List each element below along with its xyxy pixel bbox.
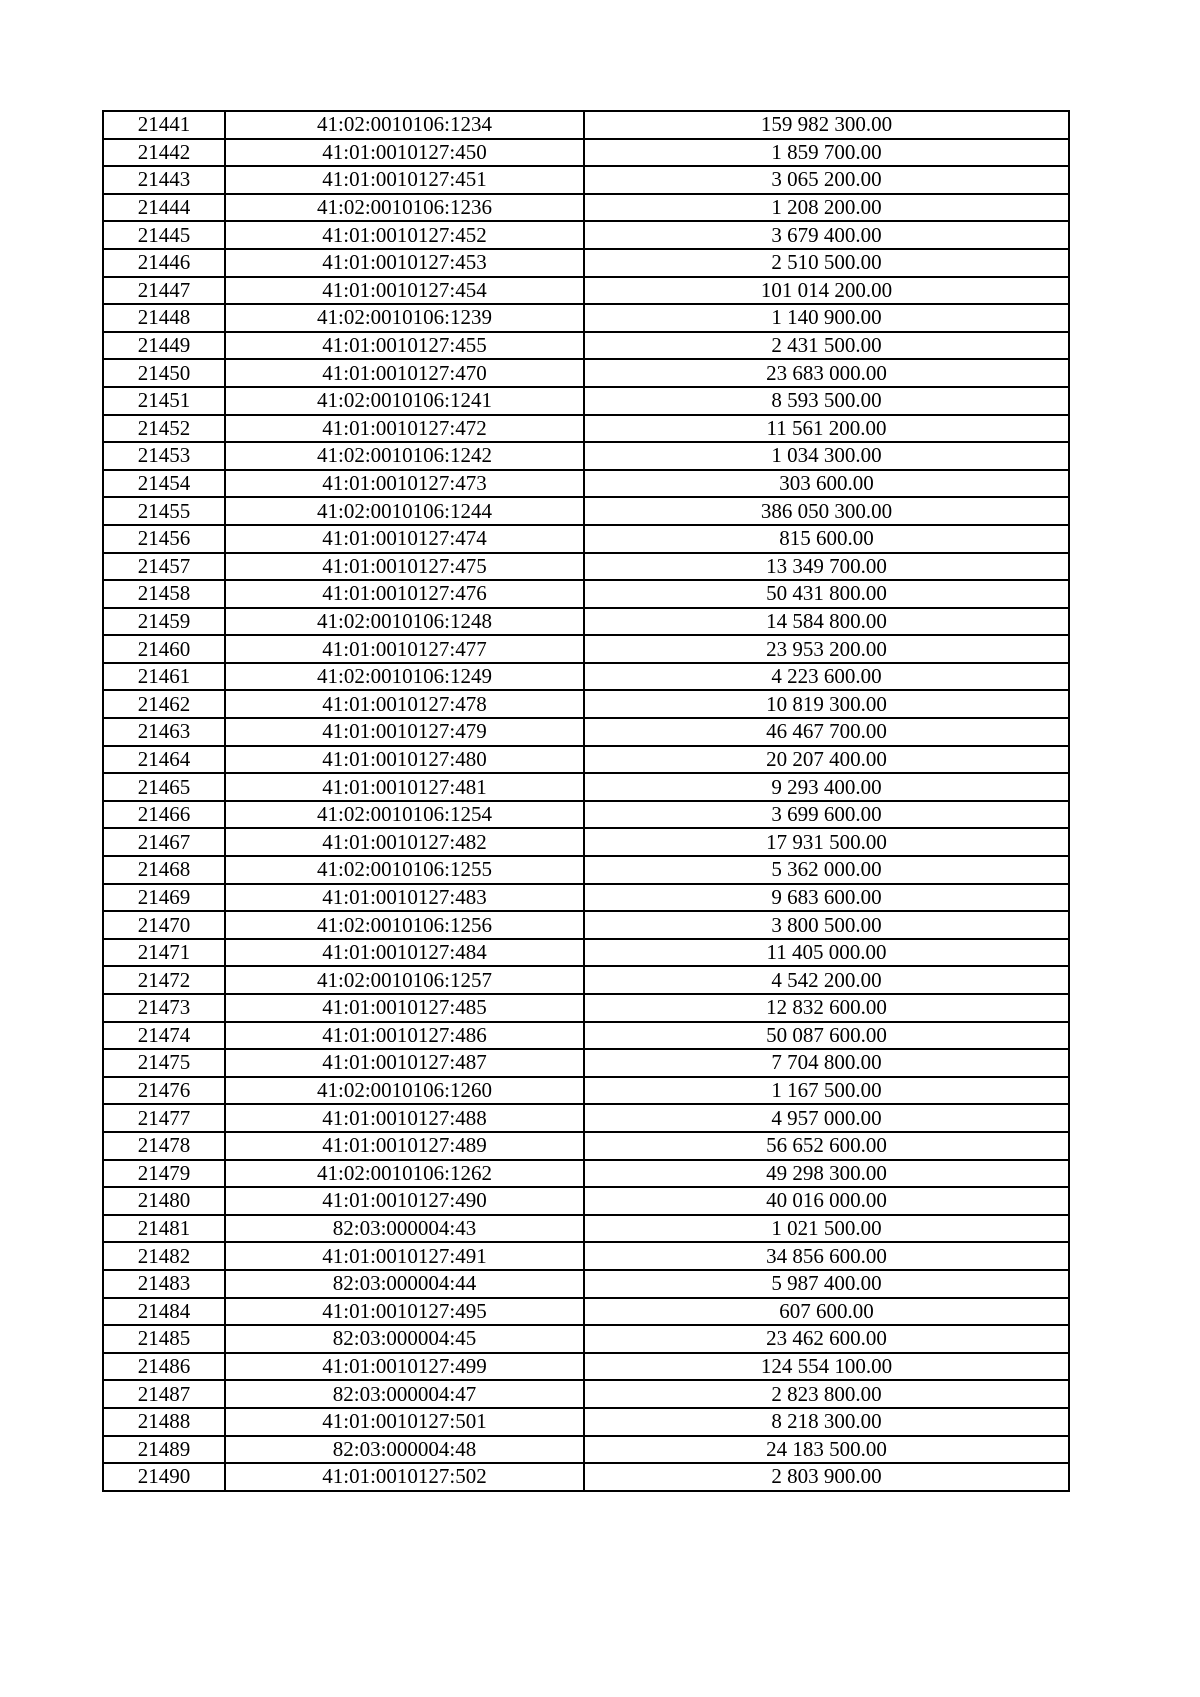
cadastral-number-cell: 41:02:0010106:1254 (225, 801, 584, 829)
cadastral-number-cell: 41:01:0010127:450 (225, 139, 584, 167)
table-body (103, 111, 1069, 1491)
cadastral-number-cell: 41:01:0010127:488 (225, 1104, 584, 1132)
cadastral-value-cell: 1 021 500.00 (584, 1215, 1069, 1243)
table-row (103, 497, 1069, 525)
cadastral-number-cell: 41:01:0010127:470 (225, 359, 584, 387)
row-number-cell: 21469 (103, 884, 225, 912)
row-number-cell: 21476 (103, 1077, 225, 1105)
table-row (103, 277, 1069, 305)
row-number-cell: 21472 (103, 966, 225, 994)
cadastral-value-cell: 13 349 700.00 (584, 553, 1069, 581)
table-row (103, 221, 1069, 249)
table-row (103, 746, 1069, 774)
cadastral-value-cell: 607 600.00 (584, 1298, 1069, 1326)
table-row (103, 1242, 1069, 1270)
row-number-cell: 21467 (103, 828, 225, 856)
table-row (103, 1049, 1069, 1077)
row-number-cell: 21465 (103, 773, 225, 801)
row-number-cell: 21451 (103, 387, 225, 415)
row-number-cell: 21485 (103, 1325, 225, 1353)
cadastral-value-cell: 9 683 600.00 (584, 884, 1069, 912)
cadastral-value-cell: 23 462 600.00 (584, 1325, 1069, 1353)
cadastral-value-cell: 11 405 000.00 (584, 939, 1069, 967)
row-number-cell: 21454 (103, 470, 225, 498)
row-number-cell: 21464 (103, 746, 225, 774)
cadastral-value-cell: 50 431 800.00 (584, 580, 1069, 608)
row-number-cell: 21473 (103, 994, 225, 1022)
cadastral-value-cell: 46 467 700.00 (584, 718, 1069, 746)
cadastral-value-cell: 3 699 600.00 (584, 801, 1069, 829)
cadastral-value-cell: 1 034 300.00 (584, 442, 1069, 470)
row-number-cell: 21441 (103, 111, 225, 139)
cadastral-value-cell: 10 819 300.00 (584, 690, 1069, 718)
row-number-cell: 21474 (103, 1022, 225, 1050)
row-number-cell: 21452 (103, 415, 225, 443)
row-number-cell: 21455 (103, 497, 225, 525)
table-row (103, 1104, 1069, 1132)
cadastral-number-cell: 41:02:0010106:1257 (225, 966, 584, 994)
cadastral-number-cell: 41:01:0010127:487 (225, 1049, 584, 1077)
cadastral-number-cell: 41:01:0010127:484 (225, 939, 584, 967)
cadastral-value-cell: 11 561 200.00 (584, 415, 1069, 443)
cadastral-number-cell: 41:01:0010127:479 (225, 718, 584, 746)
cadastral-value-cell: 4 957 000.00 (584, 1104, 1069, 1132)
table-row (103, 801, 1069, 829)
row-number-cell: 21457 (103, 553, 225, 581)
table-row (103, 470, 1069, 498)
cadastral-number-cell: 41:01:0010127:473 (225, 470, 584, 498)
table-row (103, 194, 1069, 222)
table-row (103, 525, 1069, 553)
cadastral-number-cell: 41:01:0010127:490 (225, 1187, 584, 1215)
table-row (103, 828, 1069, 856)
cadastral-value-cell: 2 431 500.00 (584, 332, 1069, 360)
cadastral-value-cell: 20 207 400.00 (584, 746, 1069, 774)
row-number-cell: 21462 (103, 690, 225, 718)
table-row (103, 1160, 1069, 1188)
cadastral-value-cell: 815 600.00 (584, 525, 1069, 553)
cadastral-value-cell: 34 856 600.00 (584, 1242, 1069, 1270)
cadastral-number-cell: 41:01:0010127:482 (225, 828, 584, 856)
table-row (103, 690, 1069, 718)
cadastral-number-cell: 41:01:0010127:485 (225, 994, 584, 1022)
cadastral-value-cell: 9 293 400.00 (584, 773, 1069, 801)
row-number-cell: 21481 (103, 1215, 225, 1243)
row-number-cell: 21486 (103, 1353, 225, 1381)
table-row (103, 911, 1069, 939)
cadastral-value-cell: 101 014 200.00 (584, 277, 1069, 305)
cadastral-value-cell: 23 683 000.00 (584, 359, 1069, 387)
table-row (103, 1077, 1069, 1105)
row-number-cell: 21483 (103, 1270, 225, 1298)
table-row (103, 1298, 1069, 1326)
cadastral-number-cell: 82:03:000004:48 (225, 1436, 584, 1464)
row-number-cell: 21442 (103, 139, 225, 167)
cadastral-number-cell: 41:01:0010127:451 (225, 166, 584, 194)
cadastral-value-cell: 3 065 200.00 (584, 166, 1069, 194)
cadastral-value-cell: 23 953 200.00 (584, 635, 1069, 663)
table-row (103, 1436, 1069, 1464)
table-row (103, 1132, 1069, 1160)
table-row (103, 994, 1069, 1022)
row-number-cell: 21444 (103, 194, 225, 222)
row-number-cell: 21445 (103, 221, 225, 249)
cadastral-value-cell: 3 800 500.00 (584, 911, 1069, 939)
cadastral-number-cell: 41:01:0010127:454 (225, 277, 584, 305)
cadastral-value-cell: 24 183 500.00 (584, 1436, 1069, 1464)
cadastral-number-cell: 41:01:0010127:501 (225, 1408, 584, 1436)
table-row (103, 359, 1069, 387)
table-row (103, 1463, 1069, 1491)
cadastral-number-cell: 41:01:0010127:472 (225, 415, 584, 443)
row-number-cell: 21447 (103, 277, 225, 305)
table-row (103, 1380, 1069, 1408)
table-row (103, 663, 1069, 691)
cadastral-number-cell: 82:03:000004:45 (225, 1325, 584, 1353)
row-number-cell: 21468 (103, 856, 225, 884)
table-row (103, 304, 1069, 332)
table-row (103, 1408, 1069, 1436)
row-number-cell: 21446 (103, 249, 225, 277)
table-row (103, 884, 1069, 912)
row-number-cell: 21466 (103, 801, 225, 829)
table-row (103, 939, 1069, 967)
cadastral-number-cell: 41:01:0010127:455 (225, 332, 584, 360)
row-number-cell: 21480 (103, 1187, 225, 1215)
cadastral-value-cell: 5 362 000.00 (584, 856, 1069, 884)
table-row (103, 1215, 1069, 1243)
cadastral-number-cell: 41:02:0010106:1234 (225, 111, 584, 139)
cadastral-number-cell: 41:02:0010106:1262 (225, 1160, 584, 1188)
row-number-cell: 21471 (103, 939, 225, 967)
table-row (103, 635, 1069, 663)
cadastral-number-cell: 41:01:0010127:481 (225, 773, 584, 801)
table-row (103, 1270, 1069, 1298)
cadastral-value-cell: 14 584 800.00 (584, 608, 1069, 636)
cadastral-value-cell: 3 679 400.00 (584, 221, 1069, 249)
row-number-cell: 21459 (103, 608, 225, 636)
cadastral-number-cell: 41:01:0010127:483 (225, 884, 584, 912)
cadastral-number-cell: 41:01:0010127:489 (225, 1132, 584, 1160)
table-row (103, 856, 1069, 884)
cadastral-number-cell: 41:01:0010127:502 (225, 1463, 584, 1491)
table-row (103, 608, 1069, 636)
cadastral-number-cell: 41:01:0010127:499 (225, 1353, 584, 1381)
cadastral-value-cell: 2 510 500.00 (584, 249, 1069, 277)
row-number-cell: 21488 (103, 1408, 225, 1436)
cadastral-value-cell: 303 600.00 (584, 470, 1069, 498)
cadastral-number-cell: 82:03:000004:47 (225, 1380, 584, 1408)
cadastral-number-cell: 41:01:0010127:478 (225, 690, 584, 718)
cadastral-number-cell: 41:02:0010106:1255 (225, 856, 584, 884)
row-number-cell: 21477 (103, 1104, 225, 1132)
table-row (103, 580, 1069, 608)
cadastral-value-cell: 49 298 300.00 (584, 1160, 1069, 1188)
cadastral-number-cell: 41:02:0010106:1241 (225, 387, 584, 415)
table-row (103, 442, 1069, 470)
cadastral-value-table (102, 110, 1070, 1492)
cadastral-number-cell: 41:01:0010127:475 (225, 553, 584, 581)
cadastral-value-cell: 4 223 600.00 (584, 663, 1069, 691)
table-row (103, 166, 1069, 194)
cadastral-number-cell: 41:02:0010106:1249 (225, 663, 584, 691)
table-row (103, 249, 1069, 277)
row-number-cell: 21460 (103, 635, 225, 663)
cadastral-value-cell: 1 208 200.00 (584, 194, 1069, 222)
cadastral-value-cell: 56 652 600.00 (584, 1132, 1069, 1160)
row-number-cell: 21470 (103, 911, 225, 939)
row-number-cell: 21484 (103, 1298, 225, 1326)
cadastral-number-cell: 41:01:0010127:453 (225, 249, 584, 277)
cadastral-value-cell: 4 542 200.00 (584, 966, 1069, 994)
cadastral-value-cell: 1 140 900.00 (584, 304, 1069, 332)
row-number-cell: 21443 (103, 166, 225, 194)
cadastral-number-cell: 41:01:0010127:452 (225, 221, 584, 249)
cadastral-value-cell: 1 859 700.00 (584, 139, 1069, 167)
cadastral-number-cell: 41:01:0010127:495 (225, 1298, 584, 1326)
table-row (103, 966, 1069, 994)
row-number-cell: 21453 (103, 442, 225, 470)
table-row (103, 111, 1069, 139)
table-row (103, 139, 1069, 167)
cadastral-value-cell: 5 987 400.00 (584, 1270, 1069, 1298)
row-number-cell: 21490 (103, 1463, 225, 1491)
row-number-cell: 21449 (103, 332, 225, 360)
table-row (103, 773, 1069, 801)
row-number-cell: 21450 (103, 359, 225, 387)
cadastral-number-cell: 41:02:0010106:1248 (225, 608, 584, 636)
table-row (103, 553, 1069, 581)
cadastral-number-cell: 41:02:0010106:1260 (225, 1077, 584, 1105)
cadastral-number-cell: 41:01:0010127:491 (225, 1242, 584, 1270)
row-number-cell: 21448 (103, 304, 225, 332)
cadastral-number-cell: 41:01:0010127:476 (225, 580, 584, 608)
table-row (103, 1353, 1069, 1381)
row-number-cell: 21479 (103, 1160, 225, 1188)
table-row (103, 1187, 1069, 1215)
cadastral-value-cell: 7 704 800.00 (584, 1049, 1069, 1077)
cadastral-value-cell: 8 218 300.00 (584, 1408, 1069, 1436)
cadastral-number-cell: 41:02:0010106:1256 (225, 911, 584, 939)
cadastral-number-cell: 41:01:0010127:480 (225, 746, 584, 774)
cadastral-value-cell: 1 167 500.00 (584, 1077, 1069, 1105)
table-row (103, 332, 1069, 360)
cadastral-number-cell: 41:01:0010127:474 (225, 525, 584, 553)
row-number-cell: 21482 (103, 1242, 225, 1270)
cadastral-value-cell: 386 050 300.00 (584, 497, 1069, 525)
row-number-cell: 21489 (103, 1436, 225, 1464)
table-row (103, 415, 1069, 443)
table-row (103, 1022, 1069, 1050)
row-number-cell: 21478 (103, 1132, 225, 1160)
cadastral-number-cell: 82:03:000004:44 (225, 1270, 584, 1298)
cadastral-value-cell: 40 016 000.00 (584, 1187, 1069, 1215)
cadastral-number-cell: 82:03:000004:43 (225, 1215, 584, 1243)
cadastral-number-cell: 41:02:0010106:1244 (225, 497, 584, 525)
row-number-cell: 21475 (103, 1049, 225, 1077)
cadastral-value-cell: 17 931 500.00 (584, 828, 1069, 856)
cadastral-value-cell: 2 803 900.00 (584, 1463, 1069, 1491)
table-row (103, 718, 1069, 746)
table-row (103, 1325, 1069, 1353)
table-row (103, 387, 1069, 415)
row-number-cell: 21463 (103, 718, 225, 746)
cadastral-value-cell: 8 593 500.00 (584, 387, 1069, 415)
cadastral-number-cell: 41:01:0010127:477 (225, 635, 584, 663)
cadastral-number-cell: 41:02:0010106:1239 (225, 304, 584, 332)
cadastral-number-cell: 41:01:0010127:486 (225, 1022, 584, 1050)
cadastral-value-cell: 124 554 100.00 (584, 1353, 1069, 1381)
cadastral-value-cell: 2 823 800.00 (584, 1380, 1069, 1408)
cadastral-number-cell: 41:02:0010106:1242 (225, 442, 584, 470)
cadastral-value-cell: 12 832 600.00 (584, 994, 1069, 1022)
row-number-cell: 21456 (103, 525, 225, 553)
cadastral-value-cell: 159 982 300.00 (584, 111, 1069, 139)
cadastral-number-cell: 41:02:0010106:1236 (225, 194, 584, 222)
row-number-cell: 21461 (103, 663, 225, 691)
row-number-cell: 21458 (103, 580, 225, 608)
cadastral-value-cell: 50 087 600.00 (584, 1022, 1069, 1050)
row-number-cell: 21487 (103, 1380, 225, 1408)
